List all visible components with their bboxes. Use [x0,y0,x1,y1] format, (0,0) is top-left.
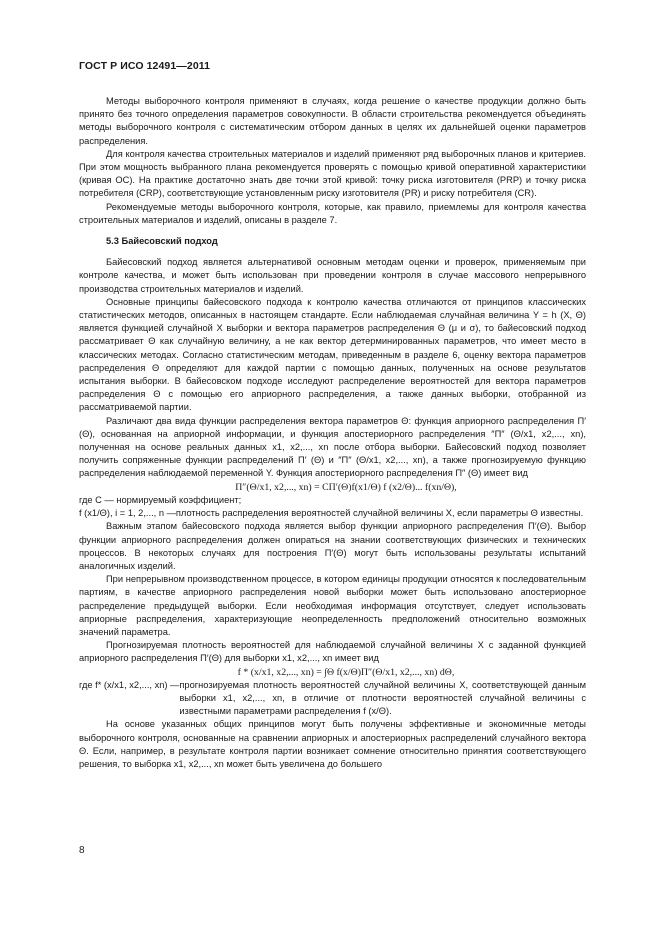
definition-row [79,679,586,719]
paragraph: Рекомендуемые методы выборочного контроля, которые, как правило, приемлемы для контроля качества строительных материалов и изделий, описаны в разделе 7. [79,201,586,225]
document-header: ГОСТ Р ИСО 12491—2011 [79,60,211,72]
paragraph: Различают два вида функции распределения вектора параметров Θ: функция априорного распределения Π′ (Θ), основанная на априорной информации, и функция апостериорного распределения ″Π″ (Θ/x1, x2,..., xn), полученная на основе реальных данных x1, x2,..., xn после отбора выборки. Байесовский подход позволяет получить сопряженные функции распределений Π′ (Θ) и ″Π″ (Θ/x1, x2,..., xn), а также прогнозируемую функцию распределения наблюдаемой переменной Y. Функция апостериорного распределения Π″ (Θ) имеет вид [79,415,586,479]
definition-text: прогнозируемая плотность вероятностей случайной величины X, соответствующей данным выборки x1, x2,..., xn, в отличие от плотности вероятностей случайной величины с известными параметрами распределения f (x/Θ). [179,679,586,717]
paragraph: Методы выборочного контроля применяют в случаях, когда решение о качестве продукции должно быть принято без точного определения параметров совокупности. В области строительства рекомендуется объединять методы выборочного контроля с систематическим отбором данных в целях их дальнейшей оценки параметров распределения. [79,96,586,146]
definition-term: f (x1/Θ), i = 1, 2,..., n — [79,508,176,519]
paragraph: Для контроля качества строительных материалов и изделий применяют ряд выборочных планов и критериев. При этом мощность выбранного плана рекомендуется проверять с помощью кривой оперативной характеристики (кривая ОС). На практике достаточно знать две точки этой кривой: точку риска изготовителя (PRP) и точку риска потребителя (CRP), соответствующие установленным риску изготовителя (PR) и риску потребителя (CR). [79,148,586,199]
where-clause: где C — нормируемый коэффициент; [79,494,242,505]
paragraph: При непрерывном производственном процессе, в котором единицы продукции относятся к последовательным партиям, в качестве априорного распределения новой выборки может быть использовано апостериорное распределение предыдущей выборки. Если необходимая информация отсутствует, следует использовать априорные распределения, характеризующие неопределенность предположений относительно возможных значений параметра. [79,574,586,637]
paragraph: Важным этапом байесовского подхода является выбор функции априорного распределения Π′(Θ). Выбор функции априорного распределения должен опираться на знании соответствующих физических и технических процессов. В некоторых случаях для построения Π′(Θ) могут быть использованы результаты испытаний аналогичных изделий. [79,521,586,571]
definition-text: плотность распределения вероятностей случайной величины X, если параметры Θ известны. [175,508,584,519]
paragraph: Прогнозируемая плотность вероятностей для наблюдаемой случайной величины X с заданной функцией априорного распределения Π′(Θ) для выборки x1, x2,..., xn имеет вид [79,640,586,664]
page-number: 8 [79,845,85,856]
paragraph: Байесовский подход является альтернативой основным методам оценки и проверок, применяемым при контроле качества, и может быть использован при проведении контроля в случае массового непрерывного производства строительных материалов и изделий. [79,257,586,294]
section-heading: 5.3 Байесовский подход [106,236,218,247]
document-body [79,95,586,771]
paragraph: На основе указанных общих принципов могут быть получены эффективные и экономичные методы выборочного контроля, основанные на сравнении априорных и апостериорных распределений случайного вектора Θ. Если, например, в результате контроля партии возникает сомнение относительно принятия соответствующего решения, то выборка x1, x2,..., xn может быть увеличена до большего [79,719,586,769]
formula-predictive: f * (x/x1, x2,..., xn) = ∫Θ f(x/Θ)Π″(Θ/x1, x2,..., xn) dΘ, [237,666,455,678]
formula-posterior: Π″(Θ/x1, x2,..., xn) = CΠ′(Θ)f(x1/Θ) f (x2/Θ)... f(xn/Θ), [235,481,457,493]
paragraph: Основные принципы байесовского подхода к контролю качества отличаются от принципов классических статистических методов, описанных в настоящем стандарте. Если наблюдаемая случайная величина Y = h (X, Θ) является функцией случайной X выборки и вектора параметров распределения Θ (μ и σ), то байесовский подход рассматривает Θ как случайную величину, а не как вектор детерминированных параметров, что имеет место в классических методах. Согласно статистическим методам, приведенным в разделе 6, оценку вектора параметров распределения Θ определяют для каждой партии с помощью данных, полученных на основе результатов испытания выборки. В байесовском подходе исследуют распределение вероятностей для вектора параметров распределения Θ с помощью его априорного распределения, а также данных выборки, отобранной из рассматриваемой партии. [79,296,586,413]
definition-row [79,507,586,520]
definition-term: где f* (x/x1, x2,..., xn) — [79,679,180,690]
